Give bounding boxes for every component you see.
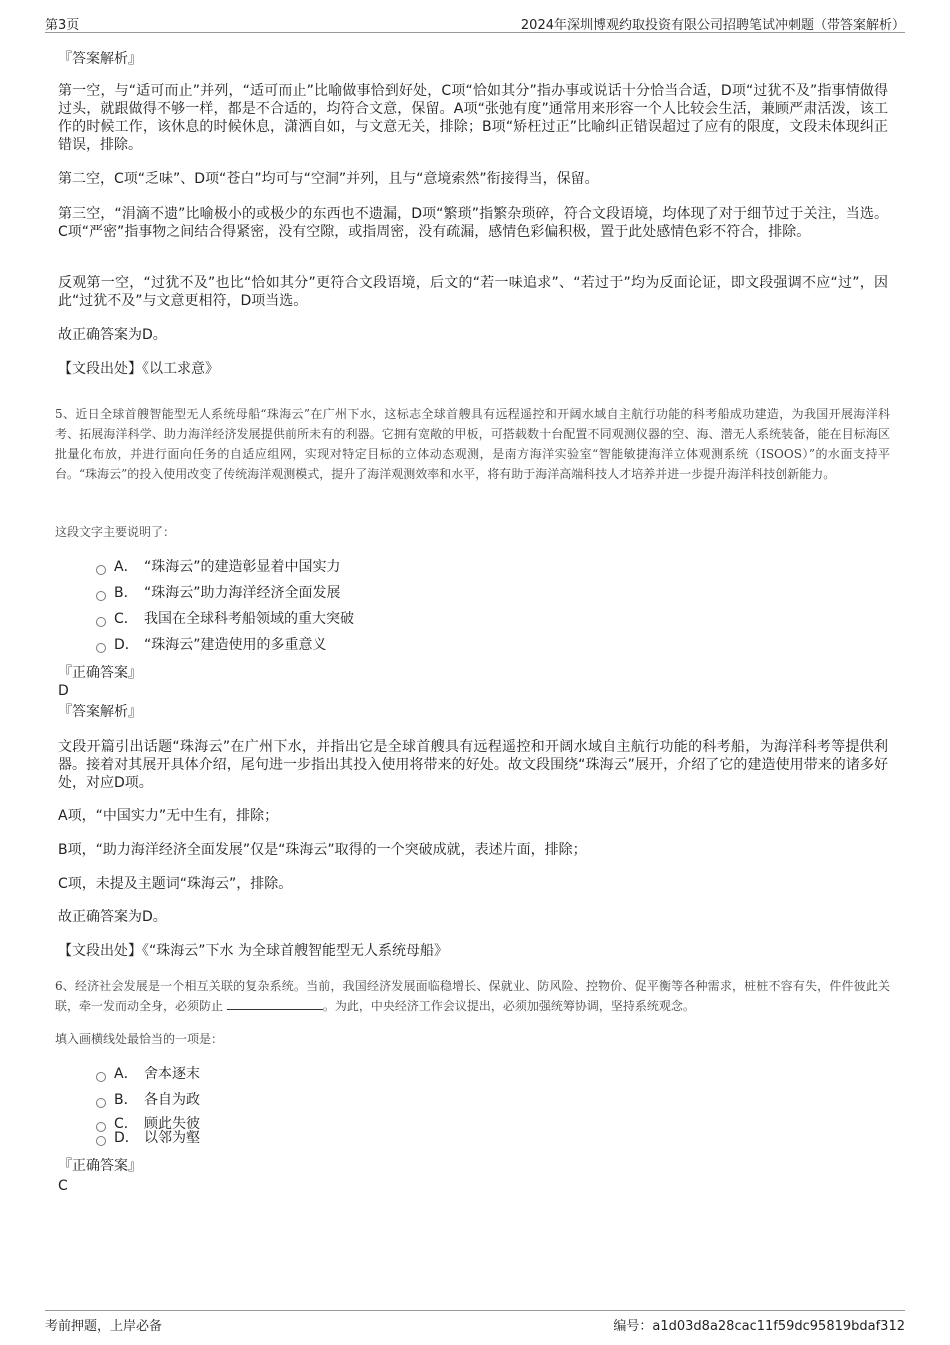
question-prompt: 这段文字主要说明了： — [55, 525, 176, 539]
radio-icon[interactable] — [96, 591, 106, 601]
document-id: 编号：a1d03d8a28cac11f59dc95819bdaf312 — [613, 1319, 905, 1334]
conclusion-text: 故正确答案为D。 — [58, 327, 167, 343]
option-d[interactable]: D． “珠海云”建造使用的多重意义 — [96, 635, 327, 655]
answer-value: D — [58, 683, 69, 699]
radio-icon[interactable] — [96, 565, 106, 575]
radio-icon[interactable] — [96, 1098, 106, 1108]
radio-icon[interactable] — [96, 1136, 106, 1146]
radio-icon[interactable] — [96, 643, 106, 653]
analysis-paragraph: B项，“助力海洋经济全面发展”仅是“珠海云”取得的一个突破成就，表述片面，排除； — [58, 842, 587, 858]
page-number: 第3页 — [45, 18, 80, 33]
analysis-paragraph: C项，未提及主题词“珠海云”，排除。 — [58, 876, 293, 892]
analysis-label: 『答案解析』 — [58, 51, 142, 67]
analysis-paragraph: 文段开篇引出话题“珠海云”在广州下水，并指出它是全球首艘具有远程遥控和开阔水域自主航行功能的科考船，为海洋科考等提供利器。接着对其展开具体介绍，尾句进一步指出其投入使用将带来的好处。故文段围绕“珠海云”展开，介绍了它的建造使用带来的诸多好处，对应D项。 — [58, 739, 888, 791]
analysis-paragraph: 反观第一空，“过犹不及”也比“恰如其分”更符合文段语境，后文的“若一味追求”、“若过于”均为反面论证，即文段强调不应“过”，因此“过犹不及”与文意更相符，D项当选。 — [58, 275, 888, 309]
answer-blank — [227, 997, 323, 1010]
page-header — [45, 12, 905, 33]
option-c[interactable]: C． 我国在全球科考船领域的重大突破 — [96, 609, 354, 629]
option-a[interactable]: A． 舍本逐末 — [96, 1064, 200, 1084]
source-citation: 【文段出处】《“珠海云”下水 为全球首艘智能型无人系统母船》 — [58, 943, 448, 959]
answer-value: C — [58, 1178, 68, 1194]
radio-icon[interactable] — [96, 1072, 106, 1082]
answer-label: 『正确答案』 — [58, 1158, 142, 1174]
conclusion-text: 故正确答案为D。 — [58, 909, 167, 925]
analysis-paragraph: 第二空，C项“乏味”、D项“苍白”均可与“空洞”并列，且与“意境索然”衔接得当，保留。 — [58, 171, 599, 187]
analysis-label: 『答案解析』 — [58, 704, 142, 720]
analysis-paragraph: 第三空，“涓滴不遗”比喻极小的或极少的东西也不遗漏，D项“繁琐”指繁杂琐碎，符合文段语境，均体现了对于细节过于关注，当选。C项“严密”指事物之间结合得紧密，没有空隙，或指周密，没有疏漏，感情色彩偏积极，置于此处感情色彩不符合，排除。 — [58, 206, 888, 240]
option-c[interactable]: C． 顾此失彼 — [96, 1114, 200, 1134]
option-b[interactable]: B． “珠海云”助力海洋经济全面发展 — [96, 583, 341, 603]
answer-label: 『正确答案』 — [58, 665, 142, 681]
analysis-paragraph: A项，“中国实力”无中生有，排除； — [58, 808, 279, 824]
footer-slogan: 考前押题，上岸必备 — [45, 1319, 163, 1334]
option-a[interactable]: A． “珠海云”的建造彰显着中国实力 — [96, 557, 341, 577]
question-text: 6、经济社会发展是一个相互关联的复杂系统。当前，我国经济发展面临稳增长、保就业、防风险、控物价、促平衡等各种需求，桩桩不容有失，件件彼此关联，牵一发而动全身，必须防止 。为此，中央经济工作会议提出，必须加强统筹协调，坚持系统观念。 — [55, 979, 890, 1013]
question-prompt: 填入画横线处最恰当的一项是： — [55, 1032, 224, 1046]
radio-icon[interactable] — [96, 617, 106, 627]
question-text: 5、近日全球首艘智能型无人系统母船“珠海云”在广州下水，这标志全球首艘具有远程遥控和开阔水域自主航行功能的科考船成功建造，为我国开展海洋科考、拓展海洋科学、助力海洋经济发展提供前所未有的利器。它拥有宽敞的甲板，可搭载数十台配置不同观测仪器的空、海、潜无人系统装备，能在目标海区批量化布放，并进行面向任务的自适应组网，实现对特定目标的立体动态观测，是南方海洋实验室“智能敏捷海洋立体观测系统（ISOOS）”的水面支持平台。“珠海云”的投入使用改变了传统海洋观测模式，提升了海洋观测效率和水平，将有助于海洋高端科技人才培养并进一步提升海洋科技创新能力。 — [55, 407, 890, 481]
page-footer — [45, 1310, 905, 1333]
source-citation: 【文段出处】《以工求意》 — [58, 361, 219, 377]
option-d[interactable]: D． 以邻为壑 — [96, 1128, 200, 1148]
document-title: 2024年深圳博观约取投资有限公司招聘笔试冲刺题（带答案解析） — [520, 18, 905, 33]
option-b[interactable]: B． 各自为政 — [96, 1090, 200, 1110]
analysis-paragraph: 第一空，与“适可而止”并列，“适可而止”比喻做事恰到好处，C项“恰如其分”指办事或说话十分恰当合适，D项“过犹不及”指事情做得过头，就跟做得不够一样，都是不合适的，均符合文意，保留。A项“张弛有度”通常用来形容一个人比较会生活，兼顾严肃活泼，该工作的时候工作，该休息的时候休息，潇洒自如，与文意无关，排除；B项“矫枉过正”比喻纠正错误超过了应有的限度，文段未体现纠正错误，排除。 — [58, 83, 888, 153]
